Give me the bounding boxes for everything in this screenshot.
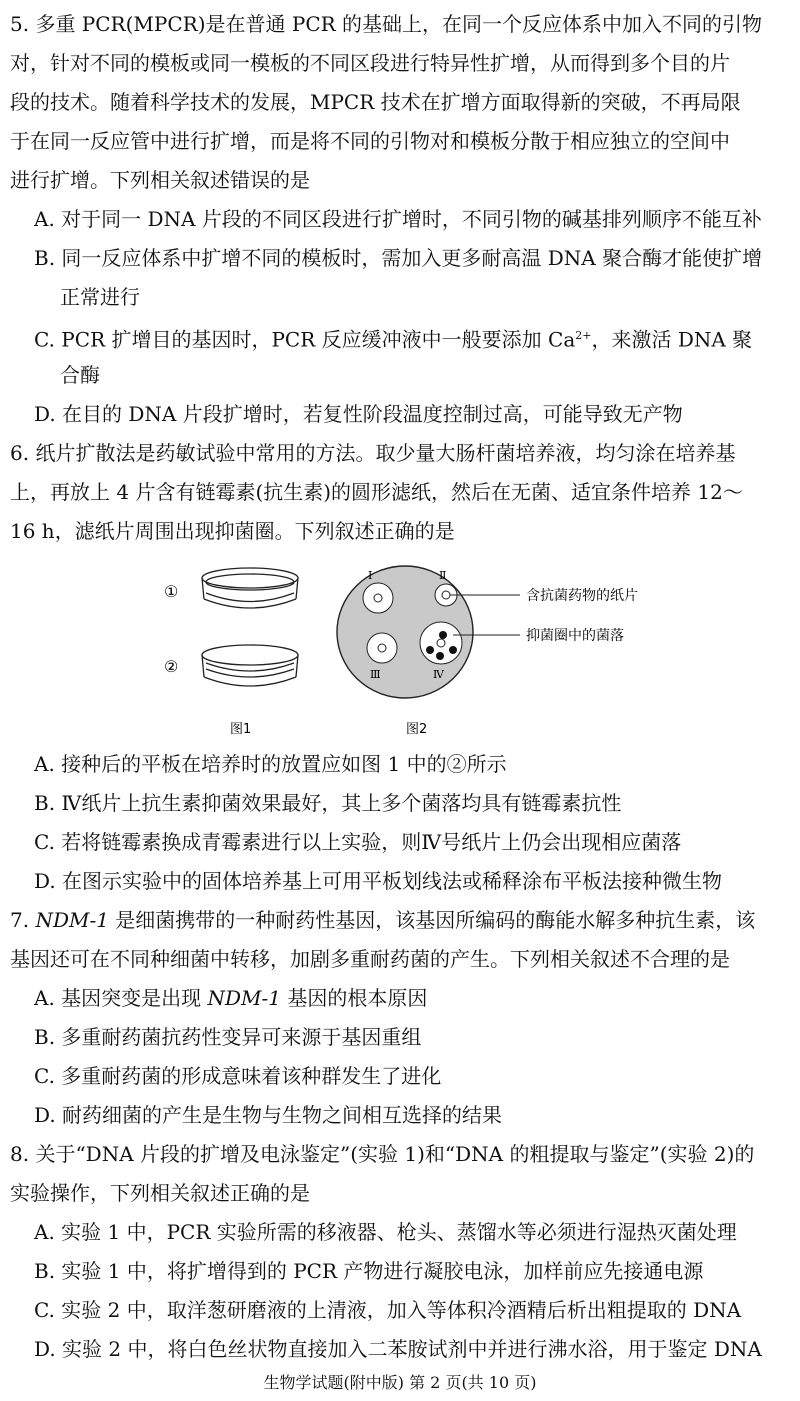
colony-dot [449,646,457,654]
q7-option-c: C. 多重耐药菌的形成意味着该种群发生了进化 [34,1064,442,1088]
q8-option-b: B. 实验 1 中，将扩增得到的 PCR 产物进行凝胶电泳，加样前应先接通电源 [34,1259,704,1283]
q5-stem-line-3: 段的技术。随着科学技术的发展，MPCR 技术在扩增方面取得新的突破，不再局限 [10,90,741,114]
dish-marker-1: ① [164,582,179,601]
q5-stem-line-4: 于在同一反应管中进行扩增，而是将不同的引物对和模板分散于相应独立的空间中 [10,129,730,153]
q8-option-d: D. 实验 2 中，将白色丝状物直接加入二苯胺试剂中并进行沸水浴，用于鉴定 DNA [34,1337,762,1361]
paper-disc-3 [378,644,386,652]
q7-option-a [34,986,427,1010]
q5-option-c-cont: 合酶 [60,363,100,387]
q7-option-d: D. 耐药细菌的产生是生物与生物之间相互选择的结果 [34,1103,503,1127]
q5-stem-line-1: 5. 多重 PCR(MPCR)是在普通 PCR 的基础上，在同一个反应体系中加入不同的引物 [10,12,763,36]
q5-option-b: B. 同一反应体系中扩增不同的模板时，需加入更多耐高温 DNA 聚合酶才能使扩增 [34,246,763,270]
q8-option-c: C. 实验 2 中，取洋葱研磨液的上清液，加入等体积冷酒精后析出粗提取的 DNA [34,1298,742,1322]
dish-1-illustration [202,568,298,608]
disc-label-4: Ⅳ [433,668,444,681]
q6-stem-line-3: 16 h，滤纸片周围出现抑菌圈。下列叙述正确的是 [10,519,455,543]
colony-dot [439,631,447,639]
q6-stem-line-1: 6. 纸片扩散法是药敏试验中常用的方法。取少量大肠杆菌培养液，均匀涂在培养基 [10,441,736,465]
q7-option-a-gene: NDM-1 [207,986,282,1010]
q6-option-d: D. 在图示实验中的固体培养基上可用平板划线法或稀释涂布平板法接种微生物 [34,869,723,893]
q6-figure-svg [150,555,710,745]
q7-option-b: B. 多重耐药菌抗药性变异可来源于基因重组 [34,1025,422,1049]
q5-option-b-cont: 正常进行 [60,285,140,309]
q7-number: 7. [10,908,36,932]
colony-dot [426,646,434,654]
q7-option-a-text-end: 基因的根本原因 [281,986,428,1010]
q5-stem-line-5: 进行扩增。下列相关叙述错误的是 [10,168,310,192]
q5-option-c-text-end: ，来激活 DNA 聚 [591,327,753,352]
q7-option-a-text: A. 基因突变是出现 [34,986,208,1010]
colony-dot [436,652,444,660]
q5-option-c-superscript: 2+ [575,329,592,342]
dish-marker-2: ② [164,657,179,676]
annotation-colony: 抑菌圈中的菌落 [526,628,624,644]
fig2-label: 图2 [406,722,428,737]
q5-option-c-text: C. PCR 扩增目的基因时，PCR 反应缓冲液中一般要添加 Ca [34,327,576,352]
disc-label-3: Ⅲ [370,668,381,681]
q8-stem-line-2: 实验操作，下列相关叙述正确的是 [10,1181,310,1205]
q6-stem-line-2: 上，再放上 4 片含有链霉素(抗生素)的圆形滤纸，然后在无菌、适宜条件培养 12～ [10,480,743,504]
q6-figure [150,555,710,745]
disc-label-1: Ⅰ [368,569,373,582]
q7-stem-line-2: 基因还可在不同种细菌中转移，加剧多重耐药菌的产生。下列相关叙述不合理的是 [10,947,730,971]
dish-2-illustration [202,645,298,686]
paper-disc-1 [374,594,382,602]
q5-option-d: D. 在目的 DNA 片段扩增时，若复性阶段温度控制过高，可能导致无产物 [34,402,683,426]
paper-disc-4 [437,639,445,647]
q5-stem-line-2: 对，针对不同的模板或同一模板的不同区段进行特异性扩增，从而得到多个目的片 [10,51,730,75]
disc-label-2: Ⅱ [439,569,447,582]
q6-option-a: A. 接种后的平板在培养时的放置应如图 1 中的②所示 [34,752,507,776]
q6-option-c: C. 若将链霉素换成青霉素进行以上实验，则Ⅳ号纸片上仍会出现相应菌落 [34,830,682,854]
q8-stem-line-1: 8. 关于“DNA 片段的扩增及电泳鉴定”(实验 1)和“DNA 的粗提取与鉴定”(实验 2)的 [10,1142,755,1166]
q7-gene-name: NDM-1 [35,908,109,932]
q7-stem-line-1 [10,908,755,932]
q7-stem-text: 是细菌携带的一种耐药性基因，该基因所编码的酶能水解多种抗生素，该 [108,908,756,932]
q8-option-a: A. 实验 1 中，PCR 实验所需的移液器、枪头、蒸馏水等必须进行湿热灭菌处理 [34,1220,737,1244]
q5-option-a: A. 对于同一 DNA 片段的不同区段进行扩增时，不同引物的碱基排列顺序不能互补 [34,207,762,231]
q5-option-c [34,324,752,352]
paper-disc-2 [442,591,450,599]
fig1-label: 图1 [230,722,252,737]
annotation-disc: 含抗菌药物的纸片 [526,588,638,604]
q6-option-b: B. Ⅳ纸片上抗生素抑菌效果最好，其上多个菌落均具有链霉素抗性 [34,791,622,815]
page-footer: 生物学试题(附中版) 第 2 页(共 10 页) [263,1373,537,1392]
